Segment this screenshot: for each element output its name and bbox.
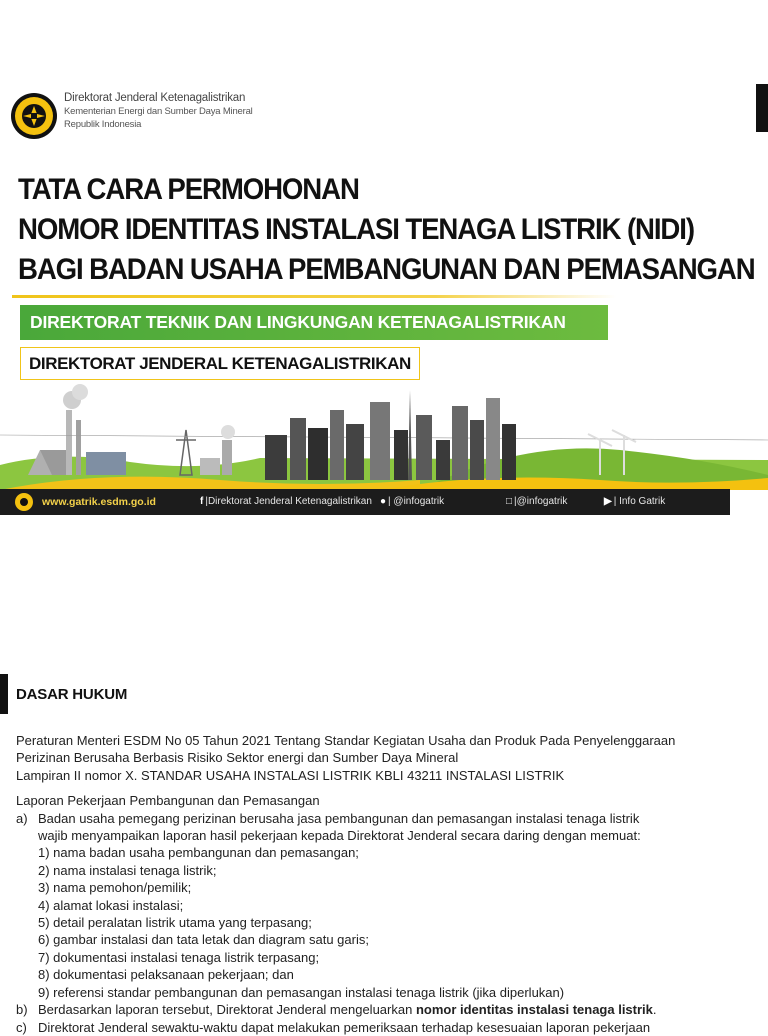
item-b-end: . — [652, 1002, 657, 1018]
item-a-continuation: wajib menyampaikan laporan hasil pekerjaan kepada Direktorat Jenderal secara daring dengan memuat: — [38, 828, 641, 844]
list-item: 1) nama badan usaha pembangunan dan pemasangan; — [38, 845, 359, 861]
report-heading: Laporan Pekerjaan Pembangunan dan Pemasangan — [16, 793, 320, 809]
item-a-marker: a) — [16, 810, 28, 826]
twitter-link[interactable] — [380, 489, 444, 515]
instagram-label: |@infogatrik — [514, 496, 568, 507]
org-line-3: Republik Indonesia — [64, 119, 142, 130]
item-c-marker: c) — [16, 1019, 27, 1035]
list-item: 5) detail peralatan listrik utama yang terpasang; — [38, 915, 312, 931]
item-a — [16, 810, 766, 827]
facebook-link[interactable] — [200, 489, 372, 515]
esdm-logo-icon — [10, 92, 58, 140]
item-b-bold-text: nomor identitas instalasi tenaga listrik — [415, 1002, 653, 1018]
page-title — [18, 170, 755, 290]
list-item: 8) dokumentasi pelaksanaan pekerjaan; dan — [38, 967, 294, 983]
title-line-1: TATA CARA PERMOHONAN — [18, 173, 359, 206]
item-c — [16, 1019, 766, 1036]
twitter-icon: ● — [380, 496, 387, 507]
twitter-label: | @infogatrik — [388, 496, 445, 507]
section-heading: DASAR HUKUM — [16, 686, 128, 703]
youtube-label: | Info Gatrik — [613, 496, 666, 507]
org-line-1: Direktorat Jenderal Ketenagalistrikan — [64, 92, 246, 104]
social-footer-bar — [0, 489, 730, 515]
section-marker-bar — [0, 674, 8, 714]
item-b-marker: b) — [16, 1002, 28, 1018]
organization-name — [64, 92, 253, 130]
list-item: 4) alamat lokasi instalasi; — [38, 897, 184, 913]
item-b — [16, 1001, 766, 1018]
directorate-banner: DIREKTORAT TEKNIK DAN LINGKUNGAN KETENAGALISTRIKAN — [20, 305, 608, 340]
list-item: 3) nama pemohon/pemilik; — [38, 880, 192, 896]
facebook-label: |Direktorat Jenderal Ketenagalistrikan — [205, 496, 372, 507]
list-item: 9) referensi standar pembangunan dan pemasangan instalasi tenaga listrik (jika diperlukan) — [38, 984, 565, 1000]
item-c-text: Direktorat Jenderal sewaktu-waktu dapat melakukan pemeriksaan terhadap kesesuaian laporan pekerjaan — [38, 1019, 651, 1035]
corner-accent-bar — [756, 84, 768, 132]
section-content — [16, 732, 766, 1036]
regulation-line-1: Peraturan Menteri ESDM No 05 Tahun 2021 Tentang Standar Kegiatan Usaha dan Produk Pada Penyelenggaraan — [16, 733, 676, 748]
item-b-text: Berdasarkan laporan tersebut, Direktorat Jenderal mengeluarkan — [38, 1002, 416, 1018]
regulation-line-3: Lampiran II nomor X. STANDAR USAHA INSTALASI LISTRIK KBLI 43211 INSTALASI LISTRIK — [16, 767, 565, 783]
org-line-2: Kementerian Energi dan Sumber Daya Mineral — [64, 106, 253, 117]
list-item: 7) dokumentasi instalasi tenaga listrik terpasang; — [38, 949, 320, 965]
title-line-2: NOMOR IDENTITAS INSTALASI TENAGA LISTRIK (NIDI) — [18, 213, 694, 246]
facebook-icon: f — [200, 496, 204, 507]
title-line-3: BAGI BADAN USAHA PEMBANGUNAN DAN PEMASANGAN — [18, 253, 755, 286]
instagram-link[interactable] — [506, 489, 567, 515]
title-underline — [12, 295, 616, 298]
youtube-icon: ▶ — [604, 496, 612, 507]
list-item: 2) nama instalasi tenaga listrik; — [38, 862, 217, 878]
instagram-icon: □ — [506, 496, 513, 507]
item-a-text: Badan usaha pemegang perizinan berusaha jasa pembangunan dan pemasangan instalasi tenaga listrik — [38, 810, 640, 826]
city-skyline-illustration — [0, 380, 768, 490]
directorate-general-banner: DIREKTORAT JENDERAL KETENAGALISTRIKAN — [20, 347, 420, 380]
regulation-line-2: Perizinan Berusaha Berbasis Risiko Sektor energi dan Sumber Daya Mineral — [16, 750, 459, 766]
website-link[interactable]: www.gatrik.esdm.go.id — [42, 496, 156, 508]
esdm-logo-small-icon — [14, 492, 34, 512]
list-item: 6) gambar instalasi dan tata letak dan diagram satu garis; — [38, 932, 369, 948]
youtube-link[interactable] — [604, 489, 665, 515]
